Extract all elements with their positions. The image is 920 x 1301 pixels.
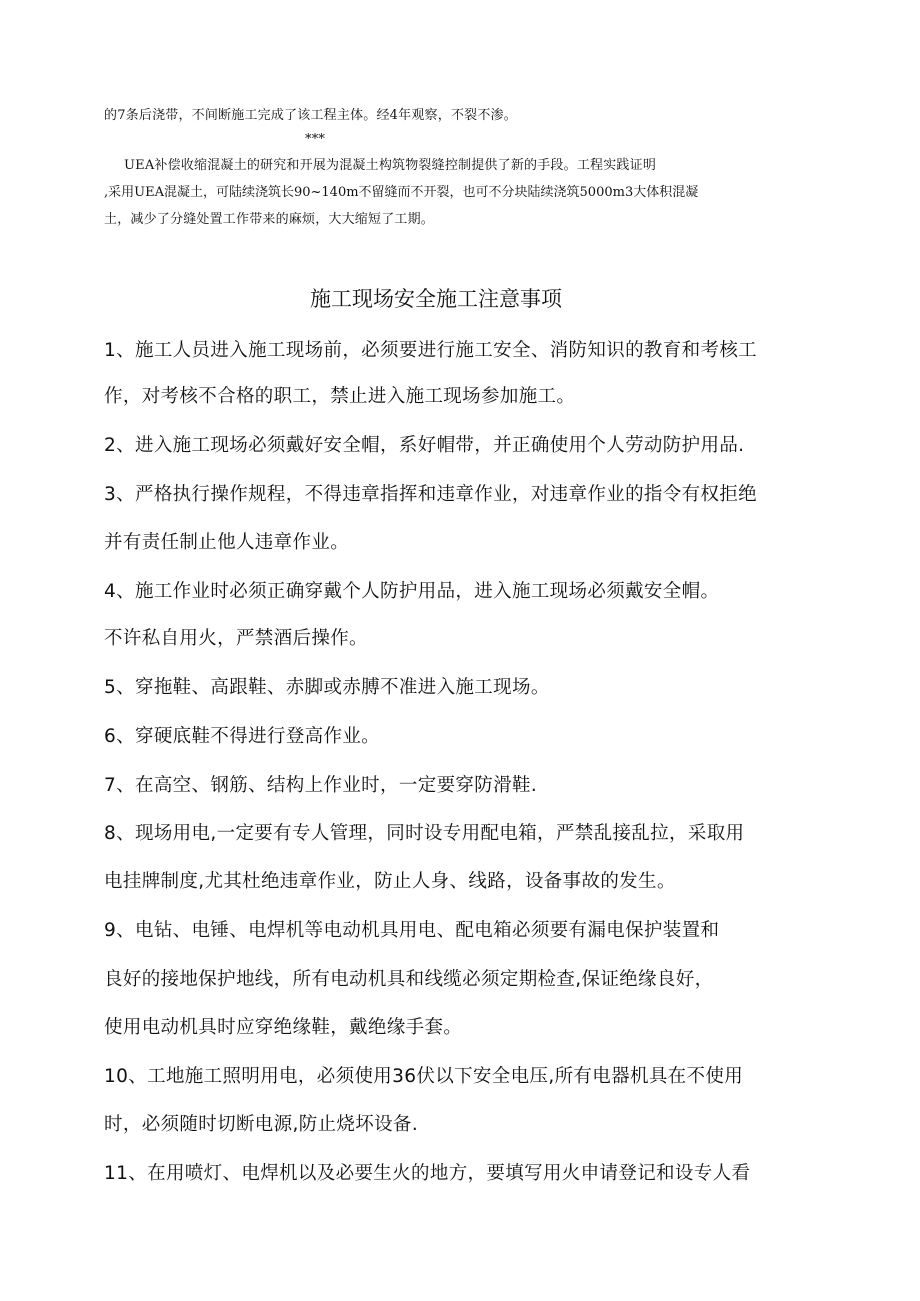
item-3-line-2: 并有责任制止他人违章作业。 [104, 532, 350, 553]
intro-line-2: UEA补偿收缩混凝土的研究和开展为混凝土构筑物裂缝控制提供了新的手段。工程实践证明 [124, 158, 657, 173]
separator-stars: *** [305, 132, 326, 147]
item-5: 5、穿拖鞋、高跟鞋、赤脚或赤膊不准进入施工现场。 [104, 677, 550, 698]
item-4-line-2: 不许私自用火，严禁酒后操作。 [104, 628, 368, 649]
item-10-line-1: 10、工地施工照明用电，必须使用36伏以下安全电压,所有电器机具在不使用 [104, 1066, 744, 1087]
item-9-line-2: 良好的接地保护地线，所有电动机具和线缆必须定期检查,保证绝缘良好， [104, 969, 714, 990]
item-9-line-1: 9、电钻、电锤、电焊机等电动机具用电、配电箱必须要有漏电保护装置和 [104, 920, 720, 941]
item-7: 7、在高空、钢筋、结构上作业时，一定要穿防滑鞋. [104, 775, 538, 796]
item-1-line-2: 作，对考核不合格的职工，禁止进入施工现场参加施工。 [104, 386, 576, 407]
item-4-line-1: 4、施工作业时必须正确穿戴个人防护用品，进入施工现场必须戴安全帽。 [104, 581, 720, 602]
item-6: 6、穿硬底鞋不得进行登高作业。 [104, 726, 381, 747]
item-10-line-2: 时，必须随时切断电源,防止烧坏设备. [104, 1114, 419, 1135]
item-2: 2、进入施工现场必须戴好安全帽，系好帽带，并正确使用个人劳动防护用品. [104, 435, 745, 456]
item-8-line-2: 电挂牌制度,尤其杜绝违章作业，防止人身、线路，设备事故的发生。 [104, 871, 676, 892]
intro-line-4: 土，减少了分缝处置工作带来的麻烦，大大缩短了工期。 [104, 212, 435, 227]
intro-line-1: 的7条后浇带，不间断施工完成了该工程主体。经4年观察，不裂不渗。 [104, 108, 517, 123]
intro-line-3: ,采用UEA混凝土，可陆续浇筑长90~140m不留缝而不开裂，也可不分块陆续浇筑5000m3大体积混凝 [104, 185, 699, 200]
item-9-line-3: 使用电动机具时应穿绝缘鞋，戴绝缘手套。 [104, 1017, 463, 1038]
item-8-line-1: 8、现场用电,一定要有专人管理，同时设专用配电箱，严禁乱接乱拉，采取用 [104, 823, 745, 844]
page-title: 施工现场安全施工注意事项 [310, 287, 562, 311]
item-1-line-1: 1、施工人员进入施工现场前，必须要进行施工安全、消防知识的教育和考核工 [104, 340, 758, 361]
item-3-line-1: 3、严格执行操作规程，不得违章指挥和违章作业，对违章作业的指令有权拒绝 [104, 484, 758, 505]
item-11-line-1: 11、在用喷灯、电焊机以及必要生火的地方，要填写用火申请登记和设专人看 [104, 1163, 751, 1184]
